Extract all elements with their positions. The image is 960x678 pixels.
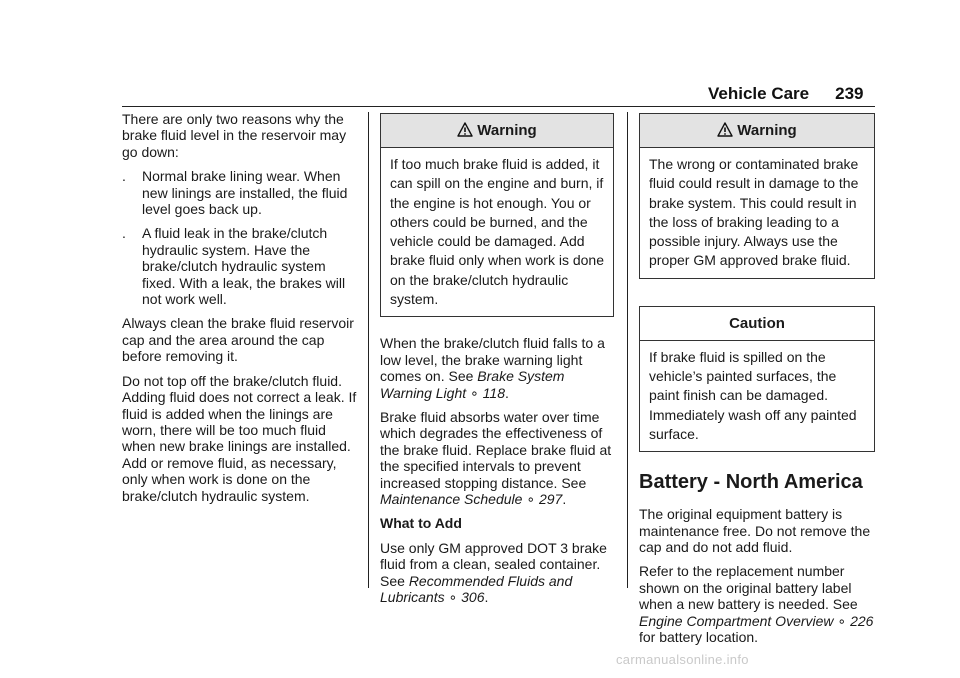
intro-paragraph: There are only two reasons why the brake fluid level in the reservoir may go down: — [122, 111, 347, 160]
cross-ref-link[interactable]: Recommended Fluids and Lubricants — [380, 572, 573, 606]
page-header — [708, 84, 864, 104]
page-number: 239 — [835, 84, 864, 103]
paragraph-text: Refer to the replacement number shown on the original battery label when a new battery is needed. See — [639, 563, 858, 613]
caution-header: Caution — [640, 307, 874, 341]
page-ref: ∘ 306 — [448, 589, 485, 606]
warning-title: Warning — [477, 122, 537, 139]
warning-box — [380, 113, 614, 317]
bullet-text: A fluid leak in the brake/clutch hydraulic system. Have the brake/clutch hydraulic system fixed. With a leak, the brakes will not work well. — [142, 225, 346, 308]
paragraph-end: for battery location. — [639, 629, 759, 646]
paragraph-text: Brake fluid absorbs water over time which degrades the effectiveness of the brake fluid. Replace brake fluid at the specified intervals to prevent increased stopping distance. See — [380, 409, 612, 491]
section-title: Vehicle Care — [708, 84, 810, 103]
header-rule — [122, 106, 875, 107]
warning-header — [381, 114, 613, 148]
page-ref: ∘ 118 — [470, 384, 506, 401]
bullet-mark: . — [122, 225, 126, 242]
caution-box — [639, 306, 875, 452]
original-battery-paragraph: The original equipment battery is maintenance free. Do not remove the cap and do not add fluid. — [639, 506, 871, 556]
paragraph-text: When the brake/clutch fluid falls to a low level, the brake warning light comes on. See — [380, 335, 605, 385]
paragraph-text: Use only GM approved DOT 3 brake fluid from a clean, sealed container. See — [380, 539, 607, 589]
cross-ref-link[interactable]: Brake System Warning Light — [380, 368, 565, 401]
column-3 — [639, 113, 875, 654]
warning-title: Warning — [737, 122, 797, 139]
subheading: What to Add — [380, 515, 462, 532]
cross-ref-link[interactable]: Engine Compartment Overview — [639, 612, 834, 629]
low-level-paragraph — [380, 335, 614, 401]
cross-ref-link[interactable]: Maintenance Schedule — [380, 491, 523, 508]
warning-icon — [457, 122, 473, 138]
list-item — [122, 225, 358, 307]
watermark: carmanualsonline.info — [616, 652, 749, 667]
column-divider-1 — [368, 112, 369, 588]
warning-header — [640, 114, 874, 148]
warning-body: The wrong or contaminated brake fluid could result in damage to the brake system. This could result in the loss of braking leading to a possible injury. Always use the proper GM approved brake fluid. — [649, 156, 859, 269]
column-divider-2 — [627, 112, 628, 588]
bullet-mark: . — [122, 168, 126, 185]
section-heading: Battery - North America — [639, 471, 863, 494]
caution-body: If brake fluid is spilled on the vehicle’s painted surfaces, the paint finish can be damaged. Immediately wash off any painted surface. — [649, 348, 857, 442]
bullet-text: Normal brake lining wear. When new linings are installed, the fluid level goes back up. — [142, 168, 348, 218]
list-item — [122, 168, 358, 217]
clean-cap-paragraph: Always clean the brake fluid reservoir cap and the area around the cap before removing it. — [122, 315, 354, 365]
paragraph-end: . — [505, 384, 509, 401]
column-2 — [380, 113, 614, 613]
column-1 — [122, 111, 358, 512]
page-ref: ∘ 297 — [526, 491, 563, 508]
replacement-paragraph — [639, 563, 875, 645]
use-only-paragraph — [380, 540, 614, 606]
warning-body: If too much brake fluid is added, it can spill on the engine and burn, if the engine is hot enough. You or others could be burned, and the vehicle could be damaged. Add brake fluid only when work is done on the brake/clutch hydraulic system. — [390, 156, 605, 308]
paragraph-end: . — [484, 589, 489, 606]
top-off-paragraph: Do not top off the brake/clutch fluid. Adding fluid does not correct a leak. If fluid is added when the linings are worn, there will be too much fluid when new brake linings are installed. Add or remove fluid, as necessary, only when work is done on the brake/clutch hydraulic system. — [122, 372, 357, 504]
paragraph-end: . — [562, 491, 567, 508]
page-ref: ∘ 226 — [837, 612, 874, 629]
warning-box — [639, 113, 875, 279]
absorbs-water-paragraph — [380, 409, 614, 507]
warning-icon — [717, 122, 733, 138]
